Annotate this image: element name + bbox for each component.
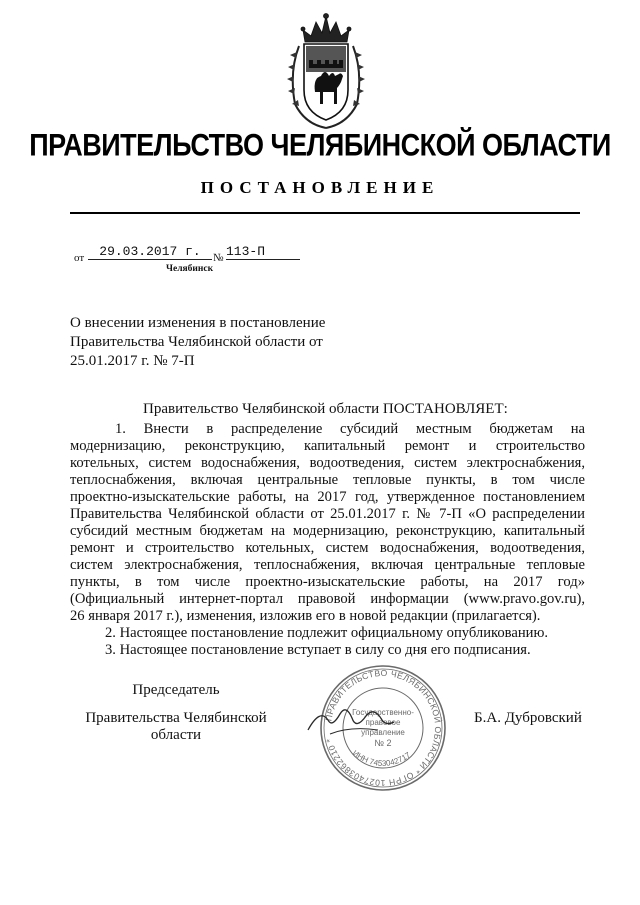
body-line: котельных, систем водоснабжения, водоотведения, систем электроснабжения,	[70, 455, 585, 471]
document-number: 113-П	[226, 244, 300, 260]
body-line: 1. Внести в распределение субсидий местным бюджетам на	[115, 421, 585, 437]
resolution-intro: Правительство Челябинской области ПОСТАНОВЛЯЕТ:	[143, 401, 508, 417]
body-line: 2. Настоящее постановление подлежит официальному опубликованию.	[105, 625, 549, 641]
body-line: (Официальный интернет-портал правовой информации (www.pravo.gov.ru),	[70, 591, 585, 607]
body-line: пункты, в том числе проектно-изыскательские работы, на 2017 год»	[70, 574, 585, 590]
document-subject	[70, 314, 350, 371]
stamp-inner-line: правовое	[365, 718, 401, 727]
stamp-inner-line: управление	[361, 728, 405, 737]
stamp-bottom-text: ИНН 7453042717	[350, 748, 413, 769]
stamp-inner-line: Государственно-	[352, 708, 414, 717]
body-line: 26 января 2017 г.), изменения, изложив его в новой редакции (прилагается).	[70, 608, 541, 624]
signer-name: Б.А. Дубровский	[474, 710, 582, 726]
document-type-title: ПОСТАНОВЛЕНИЕ	[200, 178, 440, 197]
body-line: 3. Настоящее постановление вступает в силу со дня его подписания.	[105, 642, 531, 658]
subject-line: Правительства Челябинской области от	[70, 334, 323, 350]
body-line: систем электроснабжения, теплоснабжения, включая центральные тепловые	[70, 557, 585, 573]
stamp-inner-line: № 2	[374, 738, 392, 748]
city-label: Челябинск	[166, 264, 214, 274]
body-line: ремонт и строительство котельных, систем водоснабжения, водоотведения,	[70, 540, 585, 556]
subject-line: О внесении изменения в постановление	[70, 315, 326, 331]
coat-of-arms-emblem	[283, 12, 369, 130]
body-line: Правительства Челябинской области от 25.01.2017 г. № 7-П «О распределении	[70, 506, 585, 522]
body-line: модернизацию, реконструкцию, капитальный ремонт и строительство	[70, 438, 585, 454]
header-divider	[70, 212, 580, 214]
government-title: ПРАВИТЕЛЬСТВО ЧЕЛЯБИНСКОЙ ОБЛАСТИ	[29, 128, 611, 163]
body-line: теплоснабжения, включая центральные тепловые пункты, в том числе	[70, 472, 585, 488]
body-line: проектно-изыскательские работы, на 2017 год, утвержденное постановлением	[70, 489, 585, 505]
document-date: 29.03.2017 г.	[88, 244, 212, 260]
body-line: субсидий местным бюджетам на модернизацию, реконструкцию, капитальный	[70, 523, 585, 539]
number-prefix: №	[213, 252, 224, 264]
handwritten-signature	[300, 700, 400, 740]
signer-position-line2: Правительства Челябинской области	[85, 710, 267, 743]
stamp-outer-text: ПРАВИТЕЛЬСТВО ЧЕЛЯБИНСКОЙ ОБЛАСТИ * ОГРН 1027403862210 *	[323, 667, 444, 789]
date-prefix: от	[74, 252, 85, 264]
subject-line: 25.01.2017 г. № 7-П	[70, 353, 195, 369]
signer-position-line1: Председатель	[132, 682, 220, 698]
